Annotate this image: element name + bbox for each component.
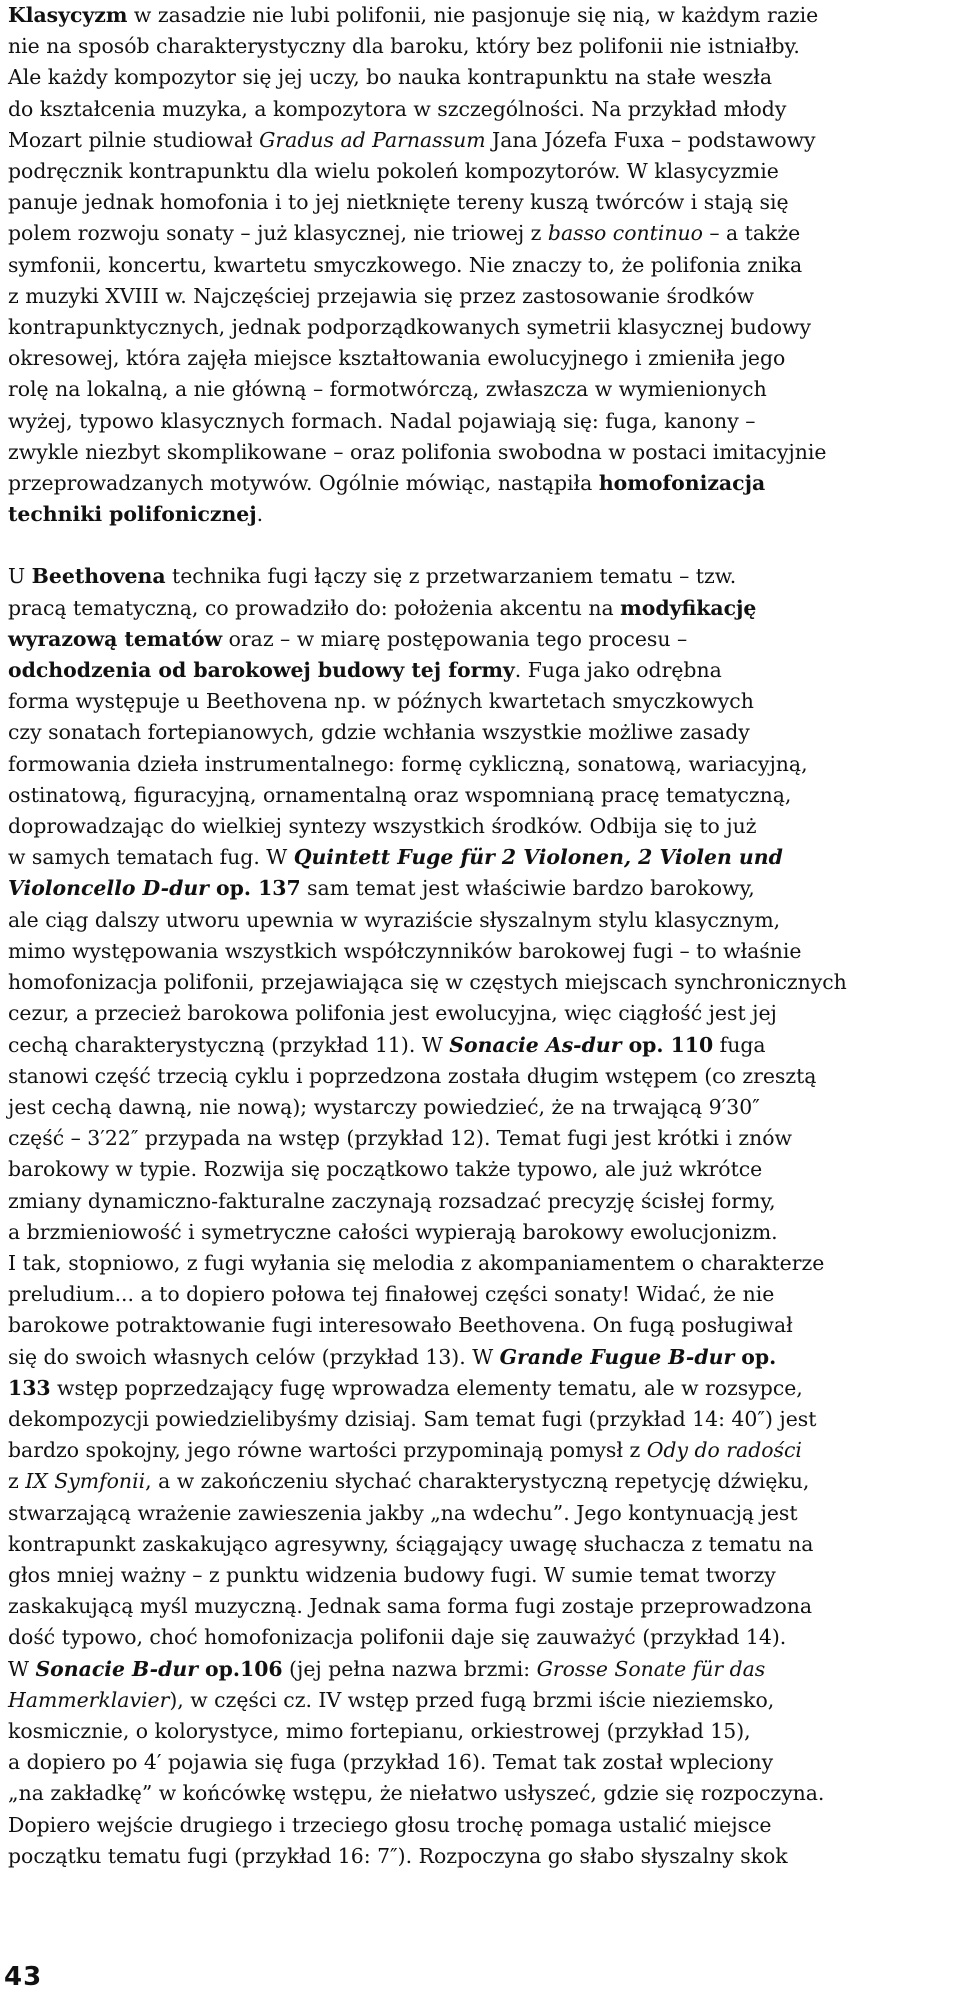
text-line: „na zakładkę” w końcówkę wstępu, że niełatwo usłyszeć, gdzie się rozpoczyna. [8, 1781, 825, 1806]
title-oda-do-radosci: Ody do radości [646, 1438, 802, 1463]
text-line: Hammerklavier), w części cz. IV wstęp przed fugą brzmi iście nieziemsko, [8, 1687, 775, 1712]
term-homofonizacja: homofonizacja [598, 471, 766, 496]
text-line: w samych tematach fug. W Quintett Fuge für 2 Violonen, 2 Violen und [8, 845, 783, 870]
text-line: zaskakującą myśl muzyczną. Jednak sama forma fugi zostaje przeprowadzona [8, 1594, 813, 1619]
text-line: nie na sposób charakterystyczny dla baroku, który bez polifonii nie istniałby. [8, 34, 800, 59]
text-line: a brzmieniowość i symetryczne całości wypierają barokowy ewolucjonizm. [8, 1219, 778, 1244]
title-sonata-b-dur: Sonacie B-dur [35, 1656, 198, 1681]
text-line: cechą charakterystyczną (przykład 11). W Sonacie As-dur op. 110 fuga [8, 1032, 766, 1057]
document-page [8, 0, 952, 1872]
text-line: zwykle niezbyt skomplikowane – oraz polifonia swobodna w postaci imitacyjnie [8, 439, 827, 464]
text-line: symfonii, koncertu, kwartetu smyczkowego. Nie znaczy to, że polifonia znika [8, 252, 803, 277]
title-hammerklavier: Hammerklavier [8, 1687, 170, 1712]
text-line: a dopiero po 4′ pojawia się fuga (przykład 16). Temat tak został wpleciony [8, 1750, 774, 1775]
text-line: stanowi część trzecią cyklu i poprzedzona została długim wstępem (co zresztą [8, 1063, 817, 1088]
term-odchodzenia: odchodzenia od barokowej budowy tej formy [8, 658, 515, 683]
text-line: barokowe potraktowanie fugi interesowało Beethovena. On fugą posługiwał [8, 1313, 793, 1338]
term-techniki-polifonicznej: techniki polifonicznej [8, 502, 257, 527]
name-beethovena: Beethovena [31, 564, 166, 589]
text-line: się do swoich własnych celów (przykład 13). W Grande Fugue B-dur op. [8, 1344, 777, 1369]
text-line: dość typowo, choć homofonizacja polifonii daje się zauważyć (przykład 14). [8, 1625, 787, 1650]
text-line: początku tematu fugi (przykład 16: 7″). Rozpoczyna go słabo słyszalny skok [8, 1843, 788, 1868]
text-line: Klasycyzm w zasadzie nie lubi polifonii, nie pasjonuje się nią, w każdym razie [8, 3, 819, 27]
text-line: formowania dzieła instrumentalnego: formę cykliczną, sonatową, wariacyjną, [8, 751, 808, 776]
text-line: część – 3′22″ przypada na wstęp (przykład 12). Temat fugi jest krótki i znów [8, 1126, 792, 1151]
text-line: techniki polifonicznej. [8, 502, 264, 527]
text-line: wyrazową tematów oraz – w miarę postępowania tego procesu – [8, 626, 688, 651]
text-line: W Sonacie B-dur op.106 (jej pełna nazwa brzmi: Grosse Sonate für das [8, 1656, 766, 1681]
text-line: kontrapunkt zaskakująco agresywny, ściągający uwagę słuchacza z tematu na [8, 1531, 814, 1556]
text-line: kontrapunktycznych, jednak podporządkowanych symetrii klasycznej budowy [8, 315, 812, 340]
text-line: panuje jednak homofonia i to jej nietknięte tereny kuszą twórców i stają się [8, 190, 789, 215]
title-quintett-fuge: Quintett Fuge für 2 Violonen, 2 Violen und [293, 845, 783, 870]
title-grosse-sonate: Grosse Sonate für das [536, 1656, 766, 1681]
text-line: cezur, a przecież barokowa polifonia jest ewolucyjna, więc ciągłość jest jej [8, 1001, 777, 1026]
text-line: I tak, stopniowo, z fugi wyłania się melodia z akompaniamentem o charakterze [8, 1250, 825, 1275]
title-gradus-ad-parnassum: Gradus ad Parnassum [259, 127, 486, 152]
text-line: do kształcenia muzyka, a kompozytora w szczególności. Na przykład młody [8, 96, 787, 121]
page-number: 43 [4, 1962, 43, 1992]
text-line: podręcznik kontrapunktu dla wielu pokoleń kompozytorów. W klasycyzmie [8, 159, 779, 184]
text-line: ostinatową, figuracyjną, ornamentalną oraz wspomnianą pracę tematyczną, [8, 782, 792, 807]
opus-133: 133 [8, 1375, 51, 1400]
title-sonata-as-dur: Sonacie As-dur [449, 1032, 622, 1057]
text-line: forma występuje u Beethovena np. w późnych kwartetach smyczkowych [8, 689, 754, 714]
text-line: preludium... a to dopiero połowa tej finałowej części sonaty! Widać, że nie [8, 1282, 775, 1307]
text-line: pracą tematyczną, co prowadziło do: położenia akcentu na modyfikację [8, 595, 757, 620]
text-line: przeprowadzanych motywów. Ogólnie mówiąc, nastąpiła homofonizacja [8, 471, 766, 496]
term-klasycyzm: Klasycyzm [8, 3, 128, 27]
text-line: okresowej, która zajęła miejsce kształtowania ewolucyjnego i zmieniła jego [8, 346, 786, 371]
text-line: ale ciąg dalszy utworu upewnia w wyraziście słyszalnym stylu klasycznym, [8, 907, 781, 932]
text-line: bardzo spokojny, jego równe wartości przypominają pomysł z Ody do radości [8, 1438, 802, 1463]
term-wyrazowa-tematow: wyrazową tematów [8, 626, 223, 651]
text-line: z IX Symfonii, a w zakończeniu słychać charakterystyczną repetycję dźwięku, [8, 1469, 810, 1494]
term-basso-continuo: basso continuo [547, 221, 703, 246]
text-line: jest cechą dawną, nie nową); wystarczy powiedzieć, że na trwającą 9′30″ [8, 1094, 760, 1119]
text-line: zmiany dynamiczno-fakturalne zaczynają rozsadzać precyzję ścisłej formy, [8, 1188, 776, 1213]
paragraph-classicism [8, 0, 952, 530]
title-violoncello-d-dur: Violoncello D-dur [8, 876, 209, 901]
text-line: rolę na lokalną, a nie główną – formotwórczą, zwłaszcza w wymienionych [8, 377, 767, 402]
text-line: Dopiero wejście drugiego i trzeciego głosu trochę pomaga ustalić miejsce [8, 1812, 772, 1837]
text-line: odchodzenia od barokowej budowy tej formy. Fuga jako odrębna [8, 658, 722, 683]
text-line: dekompozycji powiedzielibyśmy dzisiaj. Sam temat fugi (przykład 14: 40″) jest [8, 1406, 817, 1431]
opus-106: op.106 [197, 1656, 283, 1681]
text-line: doprowadzając do wielkiej syntezy wszystkich środków. Odbija się to już [8, 814, 757, 839]
text-line: homofonizacja polifonii, przejawiająca się w częstych miejscach synchronicznych [8, 970, 847, 995]
opus-137: op. 137 [208, 876, 301, 901]
text-line: 133 wstęp poprzedzający fugę wprowadza elementy tematu, ale w rozsypce, [8, 1375, 803, 1400]
paragraph-beethoven [8, 561, 952, 1872]
text-line: U Beethovena technika fugi łączy się z przetwarzaniem tematu – tzw. [8, 564, 737, 589]
title-ix-symfonia: IX Symfonii [25, 1469, 146, 1494]
text-line: Ale każdy kompozytor się jej uczy, bo nauka kontrapunktu na stałe weszła [8, 65, 772, 90]
text-line: barokowy w typie. Rozwija się początkowo także typowo, ale już wkrótce [8, 1157, 763, 1182]
text-line: wyżej, typowo klasycznych formach. Nadal pojawiają się: fuga, kanony – [8, 408, 756, 433]
text-line: polem rozwoju sonaty – już klasycznej, nie triowej z basso continuo – a także [8, 221, 801, 246]
text-line: głos mniej ważny – z punktu widzenia budowy fugi. W sumie temat tworzy [8, 1562, 776, 1587]
text-line: czy sonatach fortepianowych, gdzie wchłania wszystkie możliwe zasady [8, 720, 750, 745]
term-modyfikacje: modyfikację [620, 595, 757, 620]
text-line: kosmicznie, o kolorystyce, mimo fortepianu, orkiestrowej (przykład 15), [8, 1718, 751, 1743]
opus-label: op. [734, 1344, 777, 1369]
text-line: Violoncello D-dur op. 137 sam temat jest właściwie bardzo barokowy, [8, 876, 755, 901]
text-line: stwarzającą wrażenie zawieszenia jakby „na wdechu”. Jego kontynuacją jest [8, 1500, 798, 1525]
title-grande-fugue: Grande Fugue B-dur [499, 1344, 735, 1369]
text-line: mimo występowania wszystkich współczynników barokowej fugi – to właśnie [8, 938, 802, 963]
text-line: z muzyki XVIII w. Najczęściej przejawia się przez zastosowanie środków [8, 283, 755, 308]
text-line: Mozart pilnie studiował Gradus ad Parnassum Jana Józefa Fuxa – podstawowy [8, 127, 816, 152]
opus-110: op. 110 [621, 1032, 714, 1057]
